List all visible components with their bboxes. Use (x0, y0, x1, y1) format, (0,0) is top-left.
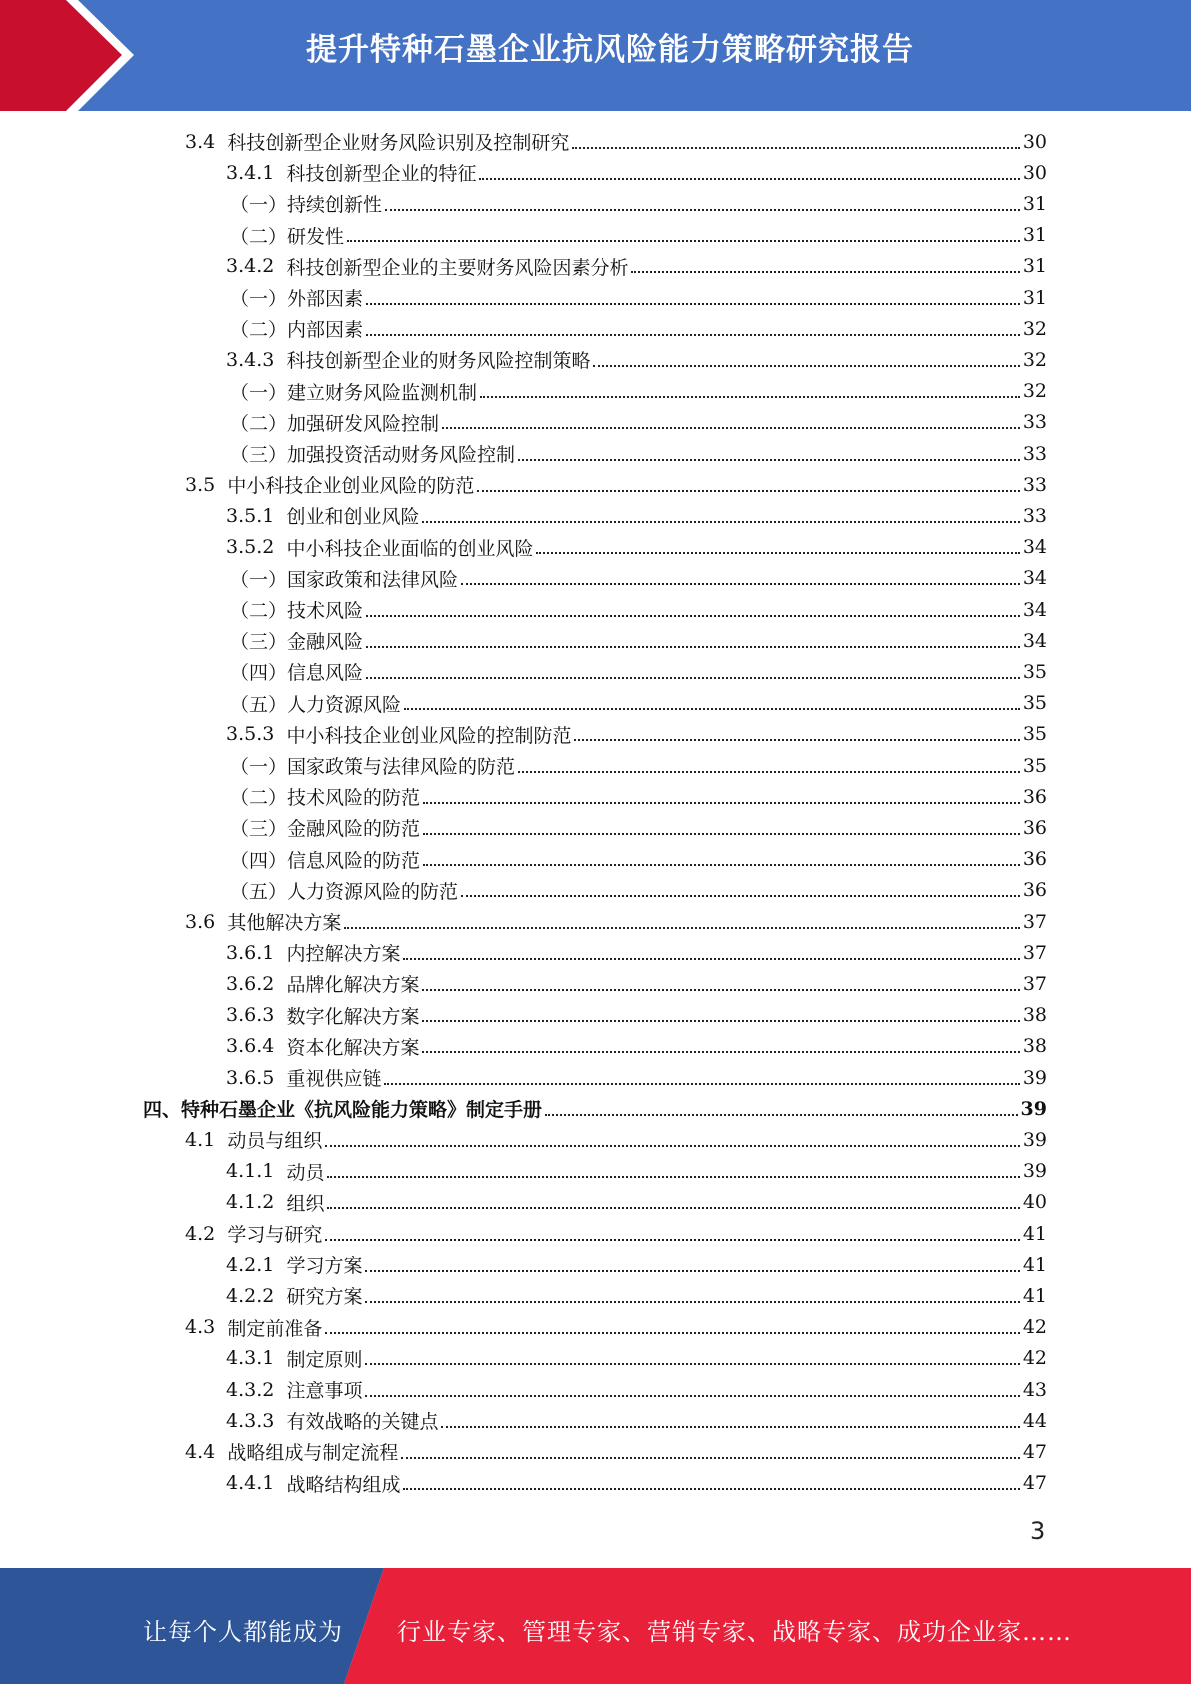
toc-entry[interactable] (230, 688, 1047, 719)
toc-entry-title: 品牌化解决方案 (286, 974, 420, 997)
toc-entry-gap (274, 255, 286, 277)
toc-entry-title: （五）人力资源风险 (230, 693, 402, 716)
toc-entry-title: （四）信息风险 (230, 662, 364, 685)
toc-entry[interactable] (226, 1031, 1047, 1062)
toc-entry-page: 32 (1022, 317, 1047, 340)
toc-entry[interactable] (226, 157, 1047, 188)
toc-entry[interactable] (230, 407, 1047, 438)
toc-entry-page: 34 (1022, 536, 1047, 559)
toc-entry-page: 34 (1022, 598, 1047, 621)
toc-entry-number: 3.6.3 (226, 1004, 275, 1027)
toc-entry[interactable] (226, 1343, 1047, 1374)
toc-entry-number: 3.6.4 (226, 1035, 275, 1058)
toc-entry-page: 33 (1022, 411, 1047, 434)
toc-entry-number: 3.4.3 (226, 348, 275, 371)
toc-dot-leader (325, 1145, 1019, 1147)
toc-entry-page: 30 (1022, 130, 1047, 153)
toc-entry-page: 38 (1022, 1035, 1047, 1058)
toc-dot-leader (365, 1363, 1019, 1365)
toc-entry[interactable] (226, 1187, 1047, 1218)
toc-entry-page: 37 (1022, 941, 1047, 964)
toc-entry-title: （一）国家政策和法律风险 (230, 568, 459, 591)
toc-entry[interactable] (226, 719, 1047, 750)
toc-entry-number: 3.4.1 (226, 161, 275, 184)
toc-dot-leader (461, 895, 1020, 897)
toc-dot-leader (477, 490, 1019, 492)
toc-entry-title: （五）人力资源风险的防范 (230, 880, 459, 903)
toc-dot-leader (479, 178, 1019, 180)
toc-entry-title: 动员 (286, 1161, 325, 1184)
toc-dot-leader (423, 864, 1020, 866)
toc-entry-title: （二）加强研发风险控制 (230, 412, 440, 435)
toc-entry[interactable] (226, 937, 1047, 968)
toc-entry-page: 35 (1022, 723, 1047, 746)
toc-entry-title: （二）内部因素 (230, 319, 364, 342)
toc-entry[interactable] (185, 906, 1047, 937)
toc-dot-leader (422, 521, 1019, 523)
toc-entry[interactable] (143, 1093, 1047, 1124)
toc-entry-number: 4.4.1 (226, 1472, 275, 1495)
toc-entry-gap (215, 1316, 227, 1338)
toc-entry-page: 39 (1020, 1097, 1047, 1120)
toc-entry[interactable] (226, 1249, 1047, 1280)
toc-entry-gap (274, 536, 286, 558)
toc-entry-title: 内控解决方案 (286, 943, 401, 966)
toc-entry-title: （三）加强投资活动财务风险控制 (230, 444, 516, 466)
toc-entry-number: 4.2.1 (226, 1253, 275, 1276)
footer-slogan-left: 让每个人都能成为 (143, 1618, 343, 1646)
toc-entry-number: 3.6.5 (226, 1066, 275, 1089)
toc-entry-title: 科技创新型企业的主要财务风险因素分析 (286, 256, 629, 279)
toc-entry[interactable] (226, 532, 1047, 563)
toc-entry-page: 36 (1022, 785, 1047, 808)
toc-dot-leader (545, 1114, 1018, 1116)
toc-entry-title: 科技创新型企业的特征 (286, 163, 477, 186)
toc-entry-title: 中小科技企业面临的创业风险 (286, 537, 534, 560)
toc-entry-page: 37 (1022, 910, 1047, 933)
toc-dot-leader (422, 989, 1019, 991)
toc-entry-gap (215, 1441, 227, 1463)
toc-entry[interactable] (226, 344, 1047, 375)
toc-entry-title: 有效战略的关键点 (286, 1411, 439, 1434)
toc-entry[interactable] (230, 282, 1047, 313)
toc-entry-title: 制定原则 (286, 1348, 363, 1371)
toc-entry-page: 33 (1022, 504, 1047, 527)
toc-entry-gap (274, 1472, 286, 1494)
toc-entry-title: （三）金融风险 (230, 631, 364, 654)
toc-entry[interactable] (230, 875, 1047, 906)
toc-dot-leader (461, 583, 1020, 585)
toc-entry[interactable] (226, 1374, 1047, 1405)
toc-entry[interactable] (230, 438, 1047, 469)
toc-entry-gap (274, 1254, 286, 1276)
toc-dot-leader (365, 1395, 1019, 1397)
toc-entry[interactable] (226, 500, 1047, 531)
toc-dot-leader (365, 1301, 1019, 1303)
header-band (0, 0, 1191, 111)
toc-entry[interactable] (185, 1124, 1047, 1155)
toc-entry-title: （一）持续创新性 (230, 194, 383, 217)
toc-dot-leader (574, 739, 1019, 741)
document-title: 提升特种石墨企业抗风险能力策略研究报告 (306, 32, 914, 68)
toc-entry-number: 4.2.2 (226, 1284, 275, 1307)
toc-entry-title: （二）技术风险 (230, 600, 364, 622)
toc-entry-page: 33 (1022, 442, 1047, 465)
toc-entry-gap (274, 1004, 286, 1026)
toc-entry[interactable] (230, 220, 1047, 251)
toc-entry[interactable] (226, 1405, 1047, 1436)
toc-entry-title: （一）建立财务风险监测机制 (230, 381, 478, 404)
toc-entry-page: 41 (1022, 1284, 1047, 1307)
page-number: 3 (1030, 1517, 1046, 1545)
toc-entry[interactable] (226, 1000, 1047, 1031)
toc-entry-page: 34 (1022, 629, 1047, 652)
toc-entry-gap (274, 1285, 286, 1307)
toc-dot-leader (365, 1270, 1019, 1272)
toc-entry-number: 3.6.2 (226, 972, 275, 995)
toc-entry-title: 组织 (286, 1192, 325, 1215)
toc-entry-gap (274, 1410, 286, 1432)
toc-entry-page: 31 (1022, 286, 1047, 309)
footer-slogan-right: 行业专家、管理专家、营销专家、战略专家、成功企业家…… (397, 1618, 1072, 1646)
toc-entry-title: 重视供应链 (286, 1068, 382, 1090)
toc-entry-page: 44 (1022, 1409, 1047, 1432)
toc-entry-gap (215, 1129, 227, 1151)
toc-entry-title: 学习方案 (286, 1255, 363, 1278)
toc-entry[interactable] (230, 656, 1047, 687)
toc-entry-title: 注意事项 (286, 1380, 363, 1402)
toc-entry-number: 3.6.1 (226, 941, 275, 964)
toc-dot-leader (518, 771, 1020, 773)
toc-entry-page: 42 (1022, 1316, 1047, 1339)
toc-entry-number: 4.4 (185, 1440, 216, 1463)
toc-entry[interactable] (226, 1280, 1047, 1311)
toc-entry-page: 39 (1022, 1128, 1047, 1151)
toc-entry-page: 38 (1022, 1004, 1047, 1027)
toc-entry-title: 科技创新型企业财务风险识别及控制研究 (227, 132, 570, 154)
toc-dot-leader (442, 427, 1020, 429)
toc-dot-leader (385, 209, 1020, 211)
toc-entry[interactable] (185, 1312, 1047, 1343)
toc-entry-title: 中小科技企业创业风险的防范 (227, 475, 475, 498)
toc-entry-page: 37 (1022, 972, 1047, 995)
toc-entry-page: 31 (1022, 224, 1047, 247)
toc-dot-leader (422, 1020, 1019, 1022)
toc-entry-title: （一）外部因素 (230, 288, 364, 310)
toc-entry-page: 40 (1022, 1191, 1047, 1214)
toc-dot-leader (423, 833, 1020, 835)
toc-entry-number: 4.1 (185, 1128, 216, 1151)
toc-entry-page: 32 (1022, 348, 1047, 371)
toc-dot-leader (325, 1239, 1019, 1241)
toc-entry-gap (215, 474, 227, 496)
toc-entry-page: 42 (1022, 1347, 1047, 1370)
toc-entry-page: 36 (1022, 879, 1047, 902)
toc-entry-gap (215, 1223, 227, 1245)
header-arrow-graphic (0, 0, 160, 111)
toc-dot-leader (366, 303, 1020, 305)
toc-entry-page: 36 (1022, 848, 1047, 871)
toc-entry-page: 35 (1022, 754, 1047, 777)
toc-entry[interactable] (185, 126, 1047, 157)
toc-entry[interactable] (230, 812, 1047, 843)
toc-dot-leader (403, 958, 1019, 960)
toc-entry-gap (274, 942, 286, 964)
toc-entry-gap (274, 973, 286, 995)
toc-dot-leader (631, 271, 1019, 273)
toc-entry[interactable] (230, 844, 1047, 875)
toc-entry[interactable] (230, 781, 1047, 812)
toc-entry-number: 4.1.2 (226, 1191, 275, 1214)
toc-entry-title: 制定前准备 (227, 1317, 323, 1340)
toc-entry-page: 35 (1022, 660, 1047, 683)
toc-dot-leader (423, 802, 1020, 804)
toc-entry-gap (274, 349, 286, 371)
toc-entry-title: （四）信息风险的防范 (230, 849, 421, 872)
toc-entry-page: 36 (1022, 816, 1047, 839)
toc-entry-page: 31 (1022, 192, 1047, 215)
toc-entry[interactable] (185, 1436, 1047, 1467)
toc-dot-leader (536, 552, 1019, 554)
toc-dot-leader (366, 615, 1020, 617)
toc-entry-title: （三）金融风险的防范 (230, 818, 421, 841)
toc-dot-leader (366, 646, 1020, 648)
toc-dot-leader (401, 1457, 1019, 1459)
toc-entry-page: 32 (1022, 380, 1047, 403)
toc-entry-number: 3.5.1 (226, 504, 275, 527)
toc-entry[interactable] (230, 750, 1047, 781)
toc-dot-leader (347, 240, 1020, 242)
toc-entry-gap (274, 1379, 286, 1401)
toc-entry[interactable] (230, 563, 1047, 594)
toc-entry-page: 31 (1022, 255, 1047, 278)
toc-entry-title: 数字化解决方案 (286, 1005, 420, 1028)
toc-entry-page: 39 (1022, 1066, 1047, 1089)
toc-entry-title: 科技创新型企业的财务风险控制策略 (286, 350, 591, 373)
toc-entry-page: 43 (1022, 1378, 1047, 1401)
toc-entry-title: 四、特种石墨企业《抗风险能力策略》制定手册 (143, 1099, 543, 1122)
toc-dot-leader (422, 1051, 1019, 1053)
toc-dot-leader (384, 1083, 1019, 1085)
toc-dot-leader (572, 147, 1019, 149)
toc-entry[interactable] (230, 594, 1047, 625)
toc-entry-title: （二）技术风险的防范 (230, 787, 421, 810)
toc-entry[interactable] (226, 1468, 1047, 1499)
toc-entry-title: 学习与研究 (227, 1224, 323, 1246)
toc-entry-number: 4.3.3 (226, 1409, 275, 1432)
toc-dot-leader (366, 334, 1020, 336)
toc-dot-leader (327, 1207, 1019, 1209)
toc-entry[interactable] (185, 1218, 1047, 1249)
toc-entry-gap (274, 723, 286, 745)
toc-dot-leader (518, 459, 1020, 461)
toc-entry-gap (274, 1347, 286, 1369)
toc-entry-page: 39 (1022, 1160, 1047, 1183)
toc-dot-leader (480, 396, 1020, 398)
toc-entry-number: 3.5.2 (226, 536, 275, 559)
toc-dot-leader (593, 365, 1019, 367)
toc-dot-leader (366, 677, 1020, 679)
toc-entry-gap (274, 1160, 286, 1182)
toc-entry-number: 3.5 (185, 473, 216, 496)
toc-entry[interactable] (226, 968, 1047, 999)
toc-entry-title: 其他解决方案 (227, 912, 342, 934)
toc-entry-title: （一）国家政策与法律风险的防范 (230, 756, 516, 778)
toc-entry-title: 中小科技企业创业风险的控制防范 (286, 724, 572, 747)
toc-entry-title: 研究方案 (286, 1286, 363, 1309)
toc-entry-page: 35 (1022, 692, 1047, 715)
toc-entry[interactable] (230, 376, 1047, 407)
toc-entry[interactable] (226, 251, 1047, 282)
toc-dot-leader (403, 1488, 1019, 1490)
toc-entry-number: 4.1.1 (226, 1160, 275, 1183)
toc-entry-page: 47 (1022, 1472, 1047, 1495)
toc-entry-page: 41 (1022, 1253, 1047, 1276)
toc-entry[interactable] (226, 1156, 1047, 1187)
toc-entry-gap (274, 1067, 286, 1089)
toc-entry-page: 41 (1022, 1222, 1047, 1245)
toc-entry-page: 30 (1022, 161, 1047, 184)
toc-dot-leader (344, 927, 1019, 929)
toc-entry-number: 4.3 (185, 1316, 216, 1339)
toc-entry-title: 战略结构组成 (286, 1473, 401, 1496)
toc-entry-number: 3.6 (185, 910, 216, 933)
toc-entry-gap (215, 131, 227, 153)
toc-entry-page: 34 (1022, 567, 1047, 590)
toc-entry-number: 4.2 (185, 1222, 216, 1245)
toc-entry-title: （二）研发性 (230, 225, 345, 248)
toc-entry-page: 47 (1022, 1440, 1047, 1463)
toc-entry[interactable] (226, 1062, 1047, 1093)
toc-dot-leader (327, 1176, 1019, 1178)
toc-dot-leader (325, 1332, 1019, 1334)
toc-entry-gap (274, 505, 286, 527)
toc-entry-title: 创业和创业风险 (286, 506, 420, 529)
toc-entry-number: 4.3.2 (226, 1378, 275, 1401)
toc-dot-leader (404, 708, 1020, 710)
toc-entry-title: 资本化解决方案 (286, 1036, 420, 1059)
toc-entry-title: 战略组成与制定流程 (227, 1442, 399, 1465)
toc-entry-gap (215, 911, 227, 933)
toc-entry-number: 3.5.3 (226, 723, 275, 746)
toc-dot-leader (441, 1426, 1019, 1428)
toc-entry-title: 动员与组织 (227, 1130, 323, 1153)
toc-entry-gap (274, 1191, 286, 1213)
toc-entry[interactable] (230, 313, 1047, 344)
toc-entry-gap (274, 1035, 286, 1057)
toc-entry[interactable] (230, 188, 1047, 219)
toc-entry-page: 33 (1022, 473, 1047, 496)
toc-entry[interactable] (230, 625, 1047, 656)
toc-entry[interactable] (185, 469, 1047, 500)
toc-entry-number: 3.4.2 (226, 255, 275, 278)
toc-entry-number: 4.3.1 (226, 1347, 275, 1370)
toc-entry-number: 3.4 (185, 130, 216, 153)
toc-entry-gap (274, 162, 286, 184)
